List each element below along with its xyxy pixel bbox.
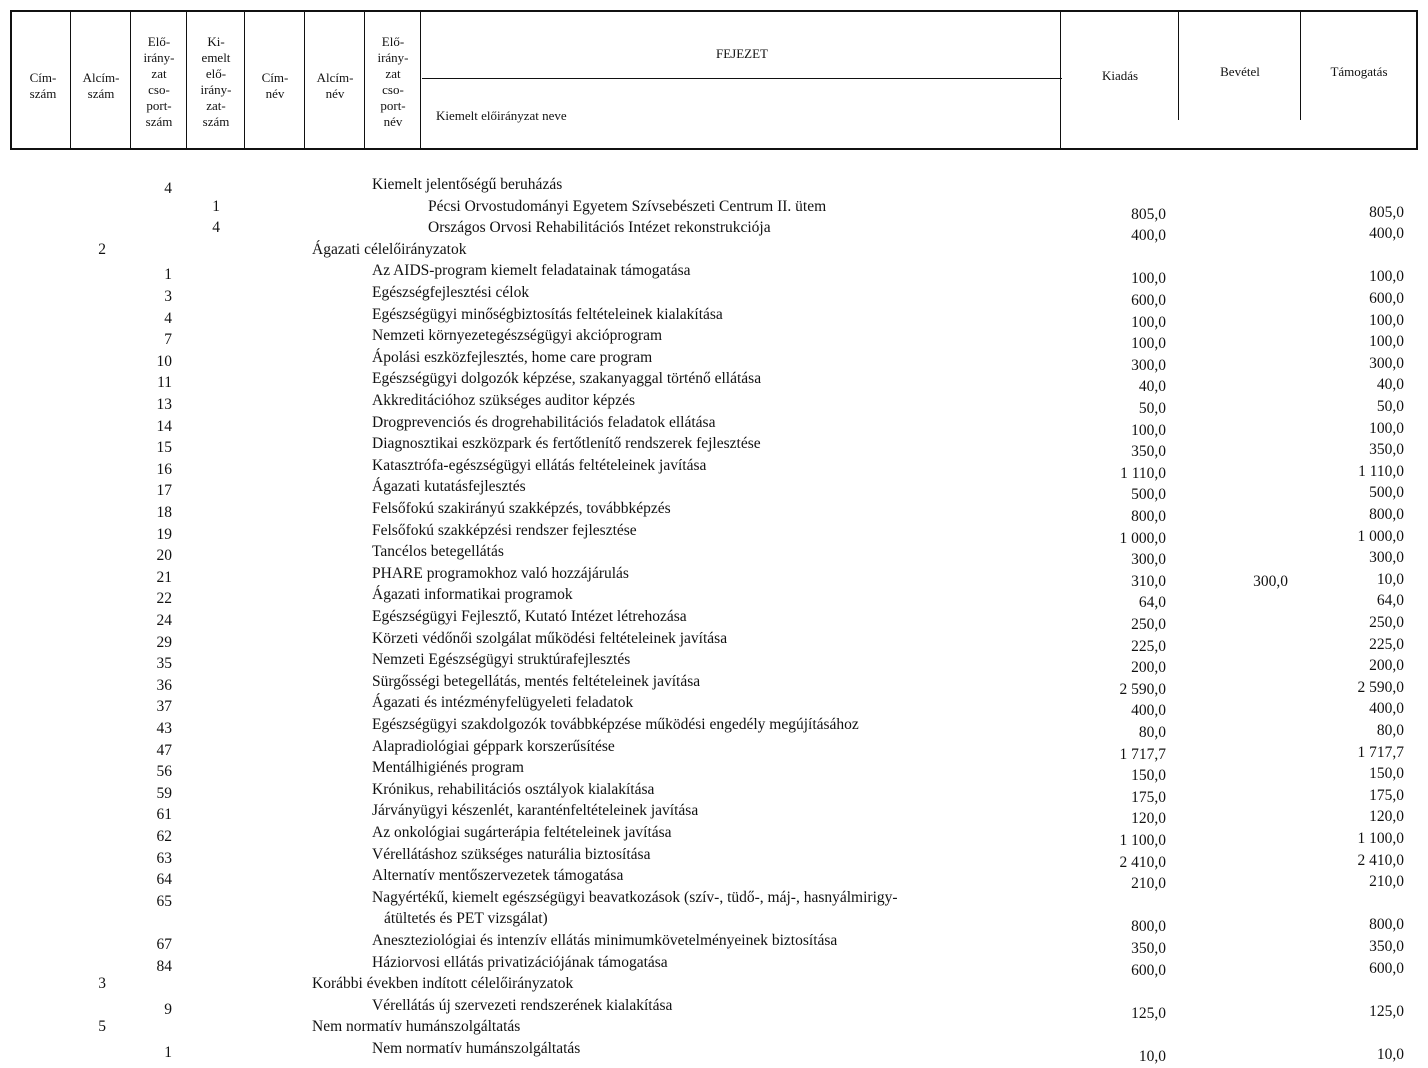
tamogatas-cell: 100,0	[1369, 333, 1404, 351]
csoport-cell: 62	[156, 828, 172, 845]
header-fejezet: FEJEZET	[716, 46, 768, 61]
item-name: Járványügyi készenlét, karanténfeltételeinek javítása	[372, 802, 699, 820]
kiadas-cell: 1 110,0	[1120, 464, 1166, 482]
item-name: Országos Orvosi Rehabilitációs Intézet rekonstrukciója	[428, 219, 771, 237]
alcimszam-cell: 2	[98, 240, 106, 258]
item-name: Háziorvosi ellátás privatizációjának támogatása	[372, 953, 668, 971]
kiadas-cell: 1 000,0	[1119, 529, 1166, 547]
csoport-cell: 16	[156, 460, 172, 478]
csoport-cell: 4	[164, 309, 172, 327]
header-divider	[1060, 12, 1061, 148]
item-name: Katasztrófa-egészségügyi ellátás feltételeinek javítása	[372, 456, 707, 474]
item-name: Pécsi Orvostudományi Egyetem Szívsebészeti Centrum II. ütem	[428, 197, 827, 215]
header-alcimszam: Alcím- szám	[82, 70, 120, 101]
tamogatas-cell: 805,0	[1369, 203, 1404, 221]
kiadas-cell: 120,0	[1131, 810, 1166, 828]
kiadas-cell: 250,0	[1131, 616, 1166, 633]
kiadas-cell: 310,0	[1131, 572, 1166, 590]
csoport-cell: 18	[156, 504, 172, 521]
kiadas-cell: 100,0	[1131, 335, 1166, 353]
header-divider	[304, 12, 305, 148]
csoport-cell: 63	[156, 849, 172, 867]
header-eloiranyzat-csoport-nev: Elő- irány- zat cso- port- név	[377, 34, 409, 129]
item-name: Nemzeti környezetegészségügyi akcióprogram	[372, 327, 663, 345]
csoport-cell: 35	[156, 655, 172, 673]
item-name: Az onkológiai sugárterápia feltételeinek javítása	[372, 824, 672, 841]
tamogatas-cell: 2 410,0	[1357, 851, 1404, 869]
csoport-cell: 13	[156, 396, 172, 413]
kiadas-cell: 300,0	[1131, 356, 1166, 374]
kiadas-cell: 64,0	[1138, 594, 1166, 612]
tamogatas-cell: 210,0	[1369, 873, 1404, 891]
tamogatas-cell: 500,0	[1369, 484, 1404, 502]
csoport-cell: 10	[156, 352, 172, 370]
csoport-cell: 64	[156, 871, 172, 889]
tamogatas-cell: 1 000,0	[1357, 527, 1404, 545]
item-name: Egészségügyi minőségbiztosítás feltételeinek kialakítása	[372, 305, 723, 323]
csoport-cell: 59	[156, 784, 172, 802]
item-name: Ápolási eszközfejlesztés, home care program	[372, 348, 653, 366]
kiadas-cell: 125,0	[1131, 1004, 1166, 1022]
tamogatas-cell: 1 100,0	[1357, 830, 1404, 847]
item-name: Akkreditációhoz szükséges auditor képzés	[372, 392, 635, 409]
csoport-cell: 61	[156, 806, 172, 824]
csoport-cell: 47	[156, 741, 172, 759]
item-name: Tancélos betegellátás	[372, 543, 504, 561]
item-name: Ágazati informatikai programok	[372, 586, 573, 604]
kiadas-cell: 2 410,0	[1119, 853, 1166, 871]
tamogatas-cell: 250,0	[1369, 614, 1404, 631]
kiadas-cell: 1 717,7	[1119, 745, 1166, 763]
csoport-cell: 1	[164, 1044, 172, 1061]
header-kiemelt-eloiranyzat: Ki- emelt elő- irány- zat- szám	[200, 34, 232, 129]
header-tamogatas: Támogatás	[1330, 64, 1388, 79]
csoport-cell: 14	[156, 417, 172, 435]
kiadas-cell: 80,0	[1138, 724, 1166, 741]
csoport-cell: 20	[156, 547, 172, 565]
tamogatas-cell: 80,0	[1376, 722, 1404, 739]
tamogatas-cell: 350,0	[1369, 938, 1404, 955]
table-header	[10, 10, 1418, 150]
header-divider	[420, 12, 421, 148]
kiadas-cell: 225,0	[1131, 637, 1166, 655]
tamogatas-cell: 800,0	[1369, 916, 1404, 934]
kiemelt-cell: 1	[212, 197, 220, 215]
kiadas-cell: 150,0	[1131, 767, 1166, 785]
fejezet-divider	[422, 78, 1062, 79]
alcimszam-cell: 3	[98, 975, 106, 993]
item-name: Egészségügyi dolgozók képzése, szakanyaggal történő ellátása	[372, 370, 762, 388]
item-name: Krónikus, rehabilitációs osztályok kialakítása	[372, 780, 655, 798]
tamogatas-cell: 800,0	[1369, 506, 1404, 523]
tamogatas-cell: 600,0	[1369, 959, 1404, 977]
header-divider	[186, 12, 187, 148]
csoport-cell: 37	[156, 698, 172, 716]
tamogatas-cell: 2 590,0	[1357, 678, 1404, 696]
csoport-cell: 84	[156, 957, 172, 975]
kiadas-cell: 805,0	[1131, 205, 1166, 223]
kiadas-cell: 400,0	[1131, 702, 1166, 720]
item-name: Felsőfokú szakirányú szakképzés, továbbképzés	[372, 500, 671, 517]
csoport-cell: 7	[164, 331, 172, 349]
csoport-cell: 21	[156, 568, 172, 586]
csoport-cell: 43	[156, 720, 172, 737]
item-name: Alapradiológiai géppark korszerűsítése	[372, 737, 615, 755]
kiadas-cell: 800,0	[1131, 508, 1166, 525]
header-eloiranyzat-csoport: Elő- irány- zat cso- port- szám	[143, 34, 175, 129]
tamogatas-cell: 300,0	[1369, 354, 1404, 372]
csoport-cell: 65	[156, 892, 172, 910]
header-cimszam: Cím- szám	[29, 70, 57, 101]
kiadas-cell: 40,0	[1138, 378, 1166, 396]
kiemelt-cell: 4	[212, 219, 220, 237]
kiadas-cell: 200,0	[1131, 659, 1166, 677]
item-name: Kiemelt jelentőségű beruházás	[372, 176, 563, 193]
kiadas-cell: 500,0	[1131, 486, 1166, 504]
header-divider	[364, 12, 365, 148]
item-name: Vérellátáshoz szükséges naturália biztosítása	[372, 845, 651, 863]
csoport-cell: 22	[156, 590, 172, 608]
kiadas-cell: 300,0	[1131, 551, 1166, 569]
tamogatas-cell: 120,0	[1369, 808, 1404, 826]
header-kiadas: Kiadás	[1101, 68, 1139, 83]
item-name: PHARE programokhoz való hozzájárulás	[372, 564, 629, 582]
item-name: Korábbi években indított célelőirányzatok	[312, 975, 574, 993]
tamogatas-cell: 100,0	[1369, 268, 1404, 286]
csoport-cell: 36	[156, 676, 172, 694]
item-name: Vérellátás új szervezeti rendszerének kialakítása	[372, 996, 673, 1014]
header-bevetel: Bevétel	[1220, 64, 1260, 79]
item-name: Sürgősségi betegellátás, mentés feltételeinek javítása	[372, 672, 701, 690]
csoport-cell: 17	[156, 482, 172, 500]
kiadas-cell: 400,0	[1131, 227, 1166, 245]
kiadas-cell: 1 100,0	[1119, 832, 1166, 849]
header-divider	[1178, 12, 1179, 120]
bevetel-cell: 300,0	[1253, 572, 1288, 590]
kiadas-cell: 600,0	[1131, 292, 1166, 309]
item-name: Ágazati célelőirányzatok	[312, 240, 467, 258]
tamogatas-cell: 50,0	[1376, 398, 1404, 415]
header-cimnev: Cím- név	[261, 70, 289, 101]
tamogatas-cell: 1 110,0	[1358, 462, 1404, 480]
header-divider	[244, 12, 245, 148]
tamogatas-cell: 225,0	[1369, 635, 1404, 653]
tamogatas-cell: 300,0	[1369, 549, 1404, 567]
tamogatas-cell: 10,0	[1376, 570, 1404, 588]
tamogatas-cell: 1 717,7	[1357, 743, 1404, 761]
item-name: Egészségfejlesztési célok	[372, 284, 530, 301]
item-name: Diagnosztikai eszközpark és fertőtlenítő rendszerek fejlesztése	[372, 435, 761, 453]
tamogatas-cell: 600,0	[1369, 290, 1404, 307]
csoport-cell: 3	[164, 288, 172, 305]
tamogatas-cell: 175,0	[1369, 786, 1404, 804]
kiadas-cell: 100,0	[1131, 270, 1166, 288]
kiadas-cell: 10,0	[1138, 1048, 1166, 1065]
kiadas-cell: 800,0	[1131, 918, 1166, 936]
kiadas-cell: 100,0	[1131, 421, 1166, 439]
csoport-cell: 56	[156, 763, 172, 781]
tamogatas-cell: 125,0	[1369, 1002, 1404, 1020]
item-name: Drogprevenciós és drogrehabilitációs feladatok ellátása	[372, 413, 716, 431]
header-divider	[1300, 12, 1301, 120]
item-name: Nemzeti Egészségügyi struktúrafejlesztés	[372, 651, 631, 669]
kiadas-cell: 210,0	[1131, 875, 1166, 893]
header-kiemelt-nev: Kiemelt előirányzat neve	[436, 108, 567, 123]
item-name: Nem normatív humánszolgáltatás	[372, 1040, 581, 1057]
item-name: Nem normatív humánszolgáltatás	[312, 1018, 521, 1036]
csoport-cell: 19	[156, 525, 172, 543]
tamogatas-cell: 400,0	[1369, 700, 1404, 718]
tamogatas-cell: 400,0	[1369, 225, 1404, 243]
header-alcimnev: Alcím- név	[316, 70, 354, 101]
item-name: Mentálhigiénés program	[372, 759, 524, 777]
item-name: Felsőfokú szakképzési rendszer fejlesztése	[372, 521, 637, 539]
csoport-cell: 24	[156, 612, 172, 629]
item-name: Az AIDS-program kiemelt feladatainak támogatása	[372, 262, 691, 280]
item-name: Aneszteziológiai és intenzív ellátás minimumkövetelményeinek biztosítása	[372, 932, 838, 949]
kiadas-cell: 350,0	[1131, 940, 1166, 957]
header-divider	[130, 12, 131, 148]
csoport-cell: 1	[164, 266, 172, 284]
tamogatas-cell: 10,0	[1376, 1046, 1404, 1063]
kiadas-cell: 100,0	[1131, 313, 1166, 331]
item-name: Ágazati és intézményfelügyeleti feladatok	[372, 694, 634, 712]
csoport-cell: 67	[156, 936, 172, 953]
item-name: Nagyértékű, kiemelt egészségügyi beavatkozások (szív-, tüdő-, máj-, hasnyálmirigy-	[372, 888, 898, 906]
tamogatas-cell: 100,0	[1369, 311, 1404, 329]
item-name: Alternatív mentőszervezetek támogatása	[372, 867, 624, 885]
kiadas-cell: 2 590,0	[1119, 680, 1166, 698]
alcimszam-cell: 5	[98, 1018, 106, 1036]
csoport-cell: 11	[157, 374, 172, 392]
header-divider	[70, 12, 71, 148]
item-name: Egészségügyi szakdolgozók továbbképzése működési engedély megújításához	[372, 716, 859, 733]
kiadas-cell: 175,0	[1131, 788, 1166, 806]
tamogatas-cell: 64,0	[1376, 592, 1404, 610]
csoport-cell: 4	[164, 180, 172, 197]
csoport-cell: 9	[164, 1000, 172, 1018]
tamogatas-cell: 350,0	[1369, 441, 1404, 459]
kiadas-cell: 350,0	[1131, 443, 1166, 461]
item-name: átültetés és PET vizsgálat)	[384, 910, 548, 928]
item-name: Körzeti védőnői szolgálat működési feltételeinek javítása	[372, 629, 728, 647]
item-name: Ágazati kutatásfejlesztés	[372, 478, 526, 496]
csoport-cell: 29	[156, 633, 172, 651]
tamogatas-cell: 200,0	[1369, 657, 1404, 675]
csoport-cell: 15	[156, 439, 172, 457]
tamogatas-cell: 40,0	[1376, 376, 1404, 394]
item-name: Egészségügyi Fejlesztő, Kutató Intézet létrehozása	[372, 608, 687, 625]
tamogatas-cell: 150,0	[1369, 765, 1404, 783]
kiadas-cell: 50,0	[1138, 400, 1166, 417]
kiadas-cell: 600,0	[1131, 961, 1166, 979]
tamogatas-cell: 100,0	[1369, 419, 1404, 437]
